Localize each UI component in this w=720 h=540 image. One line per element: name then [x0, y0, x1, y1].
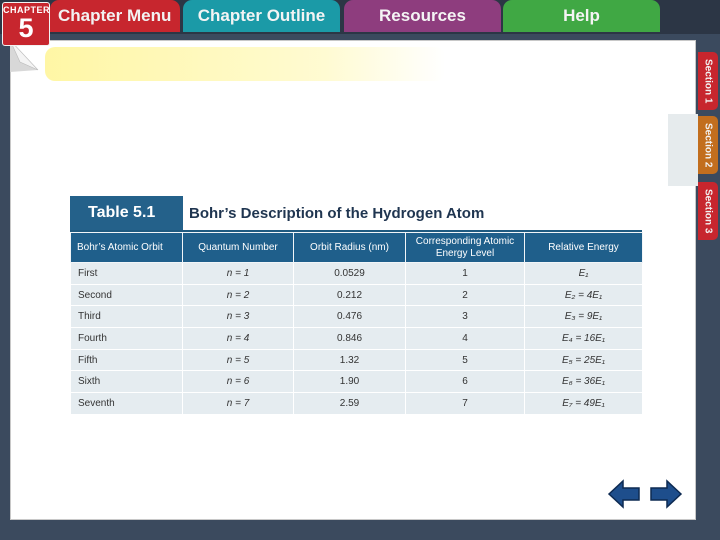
cell-energy: E₅ = 25E₁ — [525, 349, 643, 371]
table-row — [71, 306, 643, 328]
table-row — [71, 371, 643, 393]
table-row — [71, 284, 643, 306]
cell-radius: 0.476 — [294, 306, 406, 328]
header-relative-energy: Relative Energy — [525, 233, 643, 263]
cell-quantum-number: n = 1 — [183, 263, 294, 285]
cell-energy: E₇ = 49E₁ — [525, 393, 643, 415]
cell-level: 6 — [406, 371, 525, 393]
chapter-badge[interactable] — [2, 2, 50, 46]
chapter-number: 5 — [18, 13, 34, 43]
section-2-label: Section 2 — [702, 122, 714, 168]
tab-section-2[interactable] — [698, 116, 718, 174]
table-title-bar — [70, 196, 642, 232]
tab-chapter-outline[interactable]: Chapter Outline — [183, 0, 340, 32]
cell-quantum-number: n = 7 — [183, 393, 294, 415]
cell-radius: 0.212 — [294, 284, 406, 306]
table-number: Table 5.1 — [70, 196, 183, 230]
cell-quantum-number: n = 3 — [183, 306, 294, 328]
cell-orbit: First — [71, 263, 183, 285]
cell-orbit: Sixth — [71, 371, 183, 393]
cell-orbit: Seventh — [71, 393, 183, 415]
bohr-table — [70, 196, 642, 415]
cell-level: 5 — [406, 349, 525, 371]
table-row — [71, 328, 643, 350]
header-orbit-radius: Orbit Radius (nm) — [294, 233, 406, 263]
tab-resources[interactable]: Resources — [344, 0, 501, 32]
cell-radius: 1.90 — [294, 371, 406, 393]
cell-orbit: Fourth — [71, 328, 183, 350]
table-row — [71, 349, 643, 371]
section-2-highlight — [668, 114, 698, 186]
cell-radius: 1.32 — [294, 349, 406, 371]
section-1-label: Section 1 — [702, 58, 714, 104]
cell-energy: E₁ — [525, 263, 643, 285]
cell-quantum-number: n = 4 — [183, 328, 294, 350]
header-orbit: Bohr’s Atomic Orbit — [71, 233, 183, 263]
section-3-label: Section 3 — [702, 188, 714, 234]
chapter-label: CHAPTER — [3, 5, 51, 15]
cell-radius: 2.59 — [294, 393, 406, 415]
tab-section-3[interactable] — [698, 182, 718, 240]
cell-energy: E₄ = 16E₁ — [525, 328, 643, 350]
cell-radius: 0.846 — [294, 328, 406, 350]
table-header-row — [71, 233, 643, 263]
title-highlight — [45, 47, 445, 81]
cell-quantum-number: n = 5 — [183, 349, 294, 371]
right-arrow-icon[interactable] — [649, 477, 683, 511]
cell-quantum-number: n = 2 — [183, 284, 294, 306]
cell-orbit: Fifth — [71, 349, 183, 371]
cell-orbit: Second — [71, 284, 183, 306]
table-caption: Bohr’s Description of the Hydrogen Atom — [189, 204, 485, 222]
cell-radius: 0.0529 — [294, 263, 406, 285]
cell-level: 2 — [406, 284, 525, 306]
cell-level: 7 — [406, 393, 525, 415]
cell-quantum-number: n = 6 — [183, 371, 294, 393]
data-table — [70, 232, 643, 415]
header-quantum-number: Quantum Number — [183, 233, 294, 263]
cell-energy: E₂ = 4E₁ — [525, 284, 643, 306]
tab-section-1[interactable] — [698, 52, 718, 110]
left-arrow-icon[interactable] — [607, 477, 641, 511]
cell-level: 4 — [406, 328, 525, 350]
cell-level: 1 — [406, 263, 525, 285]
table-row — [71, 393, 643, 415]
cell-energy: E₃ = 9E₁ — [525, 306, 643, 328]
table-row — [71, 263, 643, 285]
header-energy-level: Corresponding Atomic Energy Level — [406, 233, 525, 263]
tab-chapter-menu[interactable]: Chapter Menu — [50, 0, 180, 32]
tab-help[interactable]: Help — [503, 0, 660, 32]
cell-orbit: Third — [71, 306, 183, 328]
cell-level: 3 — [406, 306, 525, 328]
cell-energy: E₆ = 36E₁ — [525, 371, 643, 393]
